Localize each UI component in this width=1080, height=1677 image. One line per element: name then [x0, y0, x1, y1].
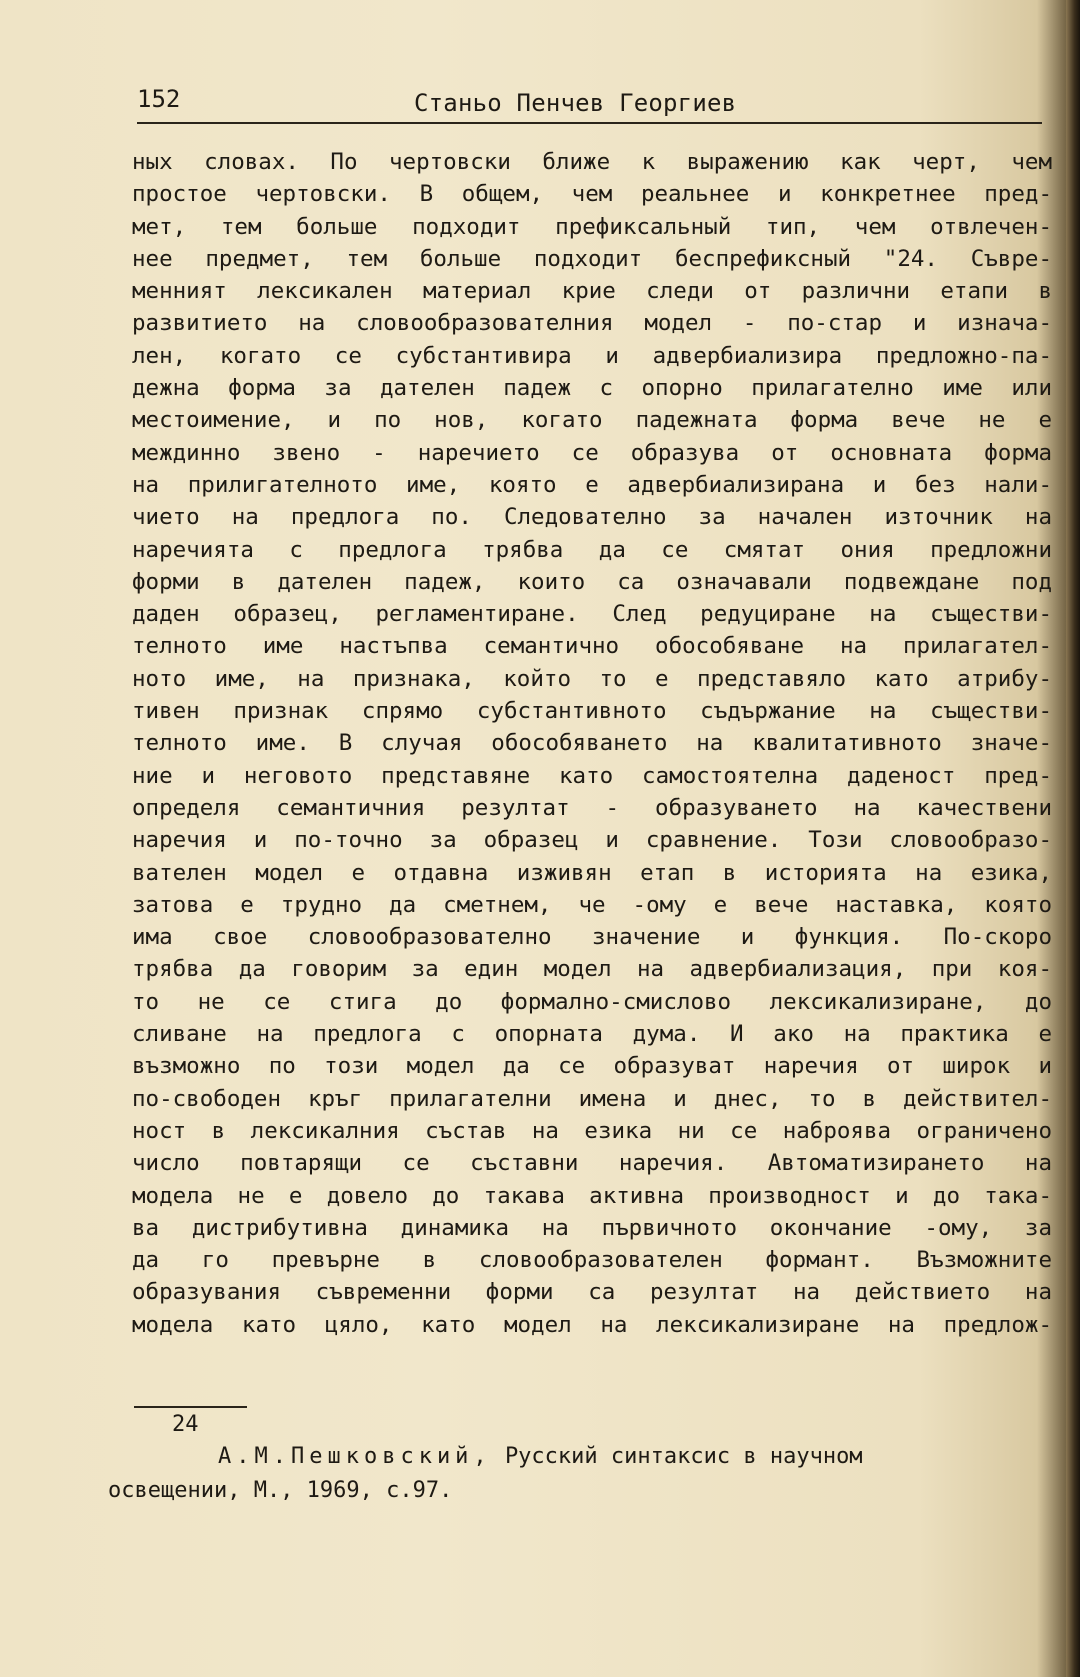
- text-line: простое чертовски. В общем, чем реальнее и конкретнее пред-: [132, 181, 1052, 208]
- text-line: тивен признак спрямо субстантивното съдържание на съществи-: [132, 698, 1052, 725]
- text-line: модела като цяло, като модел на лексикализиране на предлож-: [132, 1311, 1052, 1338]
- text-line: мет, тем больше подходит префиксальный тип, чем отвлечен-: [132, 213, 1052, 240]
- footnote-author: А.М.Пешковский,: [218, 1444, 492, 1469]
- text-line: ва дистрибутивна динамика на първичното окончание -ому, за: [132, 1214, 1052, 1241]
- text-line: модела не е довело до такава активна производност и до така-: [132, 1182, 1052, 1209]
- text-line: чието на предлога по. Следователно за начален източник на: [132, 504, 1052, 531]
- text-line: образувания съвременни форми са резултат на действието на: [132, 1279, 1052, 1306]
- footnote-number: 24: [172, 1412, 199, 1437]
- text-line: то не се стига до формално-смислово лексикализиране, до: [132, 988, 1052, 1015]
- footnote-line: [108, 1440, 988, 1474]
- text-line: на прилигателното име, която е адвербиализирана и без нали-: [132, 471, 1052, 498]
- text-line: наречията с предлога трябва да се смятат ония предложни: [132, 536, 1052, 563]
- text-line: нее предмет, тем больше подходит беспрефиксный "24. Съвре-: [132, 245, 1052, 272]
- text-line: по-свободен кръг прилагателни имена и днес, то в действител-: [132, 1085, 1052, 1112]
- page-header: [137, 82, 1042, 124]
- text-line: развитието на словообразователния модел - по-стар и изнача-: [132, 310, 1052, 337]
- text-line: междинно звено - наречието се образува от основната форма: [132, 439, 1052, 466]
- text-line: число повтарящи се съставни наречия. Автоматизирането на: [132, 1150, 1052, 1177]
- text-line: затова е трудно да сметнем, че -ому е вече наставка, която: [132, 891, 1052, 918]
- footnote-line: освещении, М., 1969, с.97.: [108, 1478, 453, 1503]
- text-line: ност в лексикалния състав на езика ни се наброява ограничено: [132, 1117, 1052, 1144]
- text-line: да го превърне в словообразователен формант. Възможните: [132, 1247, 1052, 1274]
- text-line: сливане на предлога с опорната дума. И ако на практика е: [132, 1021, 1052, 1048]
- text-line: дежна форма за дателен падеж с опорно прилагателно име или: [132, 375, 1052, 402]
- text-line: има свое словообразователно значение и функция. По-скоро: [132, 924, 1052, 951]
- text-line: наречия и по-точно за образец и сравнение. Този словообразо-: [132, 827, 1052, 854]
- text-line: менният лексикален материал крие следи от различни етапи в: [132, 278, 1052, 305]
- body-text: [132, 146, 1052, 1341]
- text-line: местоимение, и по нов, когато падежната форма вече не е: [132, 407, 1052, 434]
- text-line: ното име, на признака, който то е представяло като атрибу-: [132, 665, 1052, 692]
- footnote-title: Русский синтаксис в научном: [504, 1444, 863, 1469]
- page-number: 152: [137, 85, 181, 113]
- footnote-divider: [134, 1406, 247, 1408]
- text-line: форми в дателен падеж, които са означавали подвеждане под: [132, 568, 1052, 595]
- text-line: телното име. В случая обособяването на квалитативното значе-: [132, 730, 1052, 757]
- book-spine: [1066, 0, 1080, 1677]
- text-line: лен, когато се субстантивира и адвербиализира предложно-па-: [132, 342, 1052, 369]
- footnote: [108, 1440, 988, 1508]
- text-line: възможно по този модел да се образуват наречия от широк и: [132, 1053, 1052, 1080]
- text-line: ние и неговото представяне като самостоятелна даденост пред-: [132, 762, 1052, 789]
- text-line: телното име настъпва семантично обособяване на прилагател-: [132, 633, 1052, 660]
- text-line: ных словах. По чертовски ближе к выражению как черт, чем: [132, 149, 1052, 175]
- text-line: вателен модел е отдавна изживян етап в историята на езика,: [132, 859, 1052, 886]
- text-line: трябва да говорим за един модел на адвербиализация, при коя-: [132, 956, 1052, 983]
- text-line: даден образец, регламентиране. След редуциране на съществи-: [132, 601, 1052, 628]
- running-head: Станьо Пенчев Георгиев: [414, 89, 737, 117]
- text-line: определя семантичния резултат - образуването на качествени: [132, 794, 1052, 821]
